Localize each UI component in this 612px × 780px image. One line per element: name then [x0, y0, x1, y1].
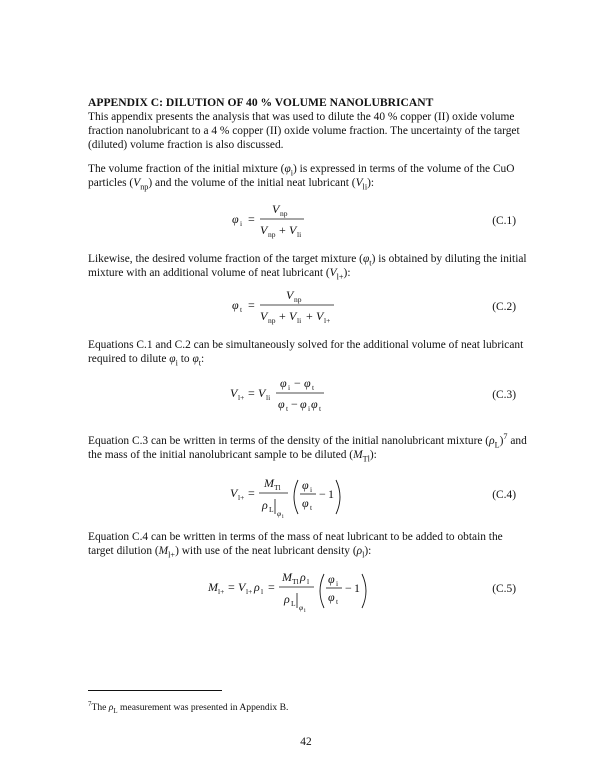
eq-c1-den-v2: V [289, 223, 297, 237]
eq-c4-one: 1 [328, 487, 334, 501]
equation-c5 [88, 562, 528, 612]
eq-c3-num-minus: − [294, 376, 301, 390]
eq-c2-plus1: + [279, 309, 286, 323]
eq-c5-one: 1 [354, 581, 360, 595]
eq-c1-phi-sub: i [240, 219, 243, 228]
eq-c4-v-sub: l+ [238, 493, 245, 502]
eq-c1-equals: = [248, 212, 255, 226]
eq-c5-num-rho-sub: l [307, 577, 310, 586]
eq-c2-equals: = [248, 298, 255, 312]
eq-c5-num-rho: ρ [300, 570, 306, 584]
eq-c1-den-sub2: li [297, 230, 302, 239]
eq-c4-inner-num-sub: i [310, 485, 313, 494]
eq-c4-right-paren [336, 480, 340, 514]
eq-c3-num-phi-t: φ [304, 376, 311, 390]
eq-c5-v: V [238, 580, 246, 594]
equation-c3-math [88, 370, 528, 420]
eq-c1-den-sub1: np [268, 230, 276, 239]
eq-c4-eval-sub: i [282, 514, 284, 520]
eq-c5-inner-num-sub: i [336, 579, 339, 588]
equation-c2 [88, 282, 528, 332]
eq-c4-num-m: M [264, 476, 274, 490]
eq-c3-vli-sub: li [266, 393, 271, 402]
eq-c3-den-phi-t: φ [278, 397, 285, 411]
eq-c2-den-sub2: li [297, 316, 302, 325]
eq-c3-v: V [230, 386, 238, 400]
eq-c3-den-phi-t2: φ [311, 397, 318, 411]
eq-c4-v: V [230, 486, 238, 500]
footnote-rule [88, 690, 222, 691]
eq-c3-num-sub-i: i [288, 383, 291, 392]
eq-c4-inner-den-phi: φ [302, 496, 309, 510]
eq-c5-m-sub: l+ [218, 587, 225, 596]
eq-c5-eval-sub: i [304, 608, 306, 614]
eq-c4-inner-num-phi: φ [302, 478, 309, 492]
equation-c4-math [88, 468, 528, 524]
eq-c3-vli: V [258, 386, 266, 400]
equation-c5-label: (C.5) [492, 583, 516, 595]
eq-c4-den-sub-l: L [269, 505, 274, 514]
eq-c5-eval-phi: φ [299, 603, 304, 612]
eq-c4-left-paren [294, 480, 298, 514]
equation-c1 [88, 196, 528, 246]
eq-c3-num-phi-i: φ [280, 376, 287, 390]
page-number: 42 [300, 736, 312, 748]
equation-c4-label: (C.4) [492, 489, 516, 501]
eq-c5-num-m: M [282, 570, 292, 584]
eq-c5-inner-num-phi: φ [328, 572, 335, 586]
eq-c3-num-sub-t: t [312, 383, 315, 392]
eq-c4-den-rho: ρ [262, 498, 268, 512]
paragraph-2: Likewise, the desired volume fraction of the target mixture $(\varphi_t)$ is obtained by diluting the initial mixture with an additional volume of neat lubricant $(V_{l+})$: [88, 253, 527, 282]
eq-c5-equals2: = [268, 580, 275, 594]
equation-c2-label: (C.2) [492, 301, 516, 313]
eq-c3-den-sub-t: t [286, 404, 289, 413]
eq-c1-phi: φ [232, 212, 239, 226]
eq-c3-den-phi-i: φ [300, 397, 307, 411]
eq-c2-den-sub3: l+ [324, 316, 331, 325]
equation-c2-math [88, 282, 528, 332]
eq-c1-num-v: V [272, 202, 280, 216]
appendix-heading: APPENDIX C: DILUTION OF 40 % VOLUME NANOLUBRICANT [88, 96, 434, 109]
eq-c5-v-sub: l+ [246, 587, 253, 596]
eq-c3-equals: = [248, 386, 255, 400]
eq-c5-right-paren [362, 574, 366, 608]
eq-c5-minus: − [345, 581, 352, 595]
eq-c2-plus2: + [306, 309, 313, 323]
eq-c3-v-sub: l+ [238, 393, 245, 402]
paragraph-4: Equation C.3 can be written in terms of the density of the initial nanolubricant mixture $(\rho_L)^7$ and the mass of the initial nanolubricant sample to be diluted $(M_{Tl})$: [88, 432, 527, 464]
eq-c5-left-paren [320, 574, 324, 608]
eq-c2-den-sub1: np [268, 316, 276, 325]
footnote: $^7$The $\rho_L$ measurement was presented in Appendix B. [88, 700, 289, 715]
eq-c4-eval-phi: φ [277, 509, 282, 518]
paragraph-5: Equation C.4 can be written in terms of the mass of neat lubricant to be added to obtain the target dilution $(M_{l+})$ with use of the neat lubricant density $(\rho_l)$: [88, 531, 503, 560]
equation-c3 [88, 370, 528, 420]
eq-c5-inner-den-phi: φ [328, 590, 335, 604]
equation-c4 [88, 468, 528, 518]
eq-c5-m: M [208, 580, 218, 594]
eq-c5-num-sub: Tl [292, 577, 299, 586]
paragraph-1: The volume fraction of the initial mixture $(\varphi_i)$ is expressed in terms of the volume of the CuO particles $(V_{np})$ and the volume of the initial neat lubricant $(V_{li})$: [88, 163, 515, 192]
eq-c2-phi-sub: t [240, 305, 243, 314]
eq-c2-phi: φ [232, 298, 239, 312]
eq-c5-equals1: = [228, 580, 235, 594]
eq-c4-minus: − [319, 487, 326, 501]
eq-c1-num-sub: np [280, 209, 288, 218]
eq-c3-den-sub-t2: t [319, 404, 322, 413]
equation-c1-label: (C.1) [492, 215, 516, 227]
eq-c2-den-v1: V [260, 309, 268, 323]
eq-c2-num-sub: np [294, 295, 302, 304]
equation-c3-label: (C.3) [492, 389, 516, 401]
eq-c5-rho: ρ [254, 580, 260, 594]
eq-c4-inner-den-sub: t [310, 503, 313, 512]
eq-c2-num-v: V [286, 288, 294, 302]
equation-c1-math [88, 196, 528, 246]
paragraph-3: Equations C.1 and C.2 can be simultaneously solved for the additional volume of neat lubricant required to dilute $\varphi_i$ to $\varphi_t$: [88, 339, 524, 368]
eq-c5-inner-den-sub: t [336, 597, 339, 606]
eq-c1-den-v1: V [260, 223, 268, 237]
eq-c2-den-v2: V [289, 309, 297, 323]
eq-c4-num-sub: Tl [274, 483, 281, 492]
eq-c5-den-rho: ρ [284, 592, 290, 606]
eq-c5-rho-sub: l [261, 587, 264, 596]
intro-paragraph: This appendix presents the analysis that was used to dilute the 40 % copper (II) oxide volume fraction nanolubricant to a 4 % copper (II) oxide volume fraction. The uncertainty of the target (diluted) volume fraction is also discussed. [88, 111, 520, 151]
eq-c3-den-minus: − [291, 397, 298, 411]
eq-c3-den-sub-i: i [308, 404, 311, 413]
eq-c4-equals: = [248, 486, 255, 500]
eq-c1-plus: + [279, 223, 286, 237]
eq-c5-den-sub-l: L [291, 599, 296, 608]
eq-c2-den-v3: V [316, 309, 324, 323]
equation-c5-math [88, 562, 528, 618]
